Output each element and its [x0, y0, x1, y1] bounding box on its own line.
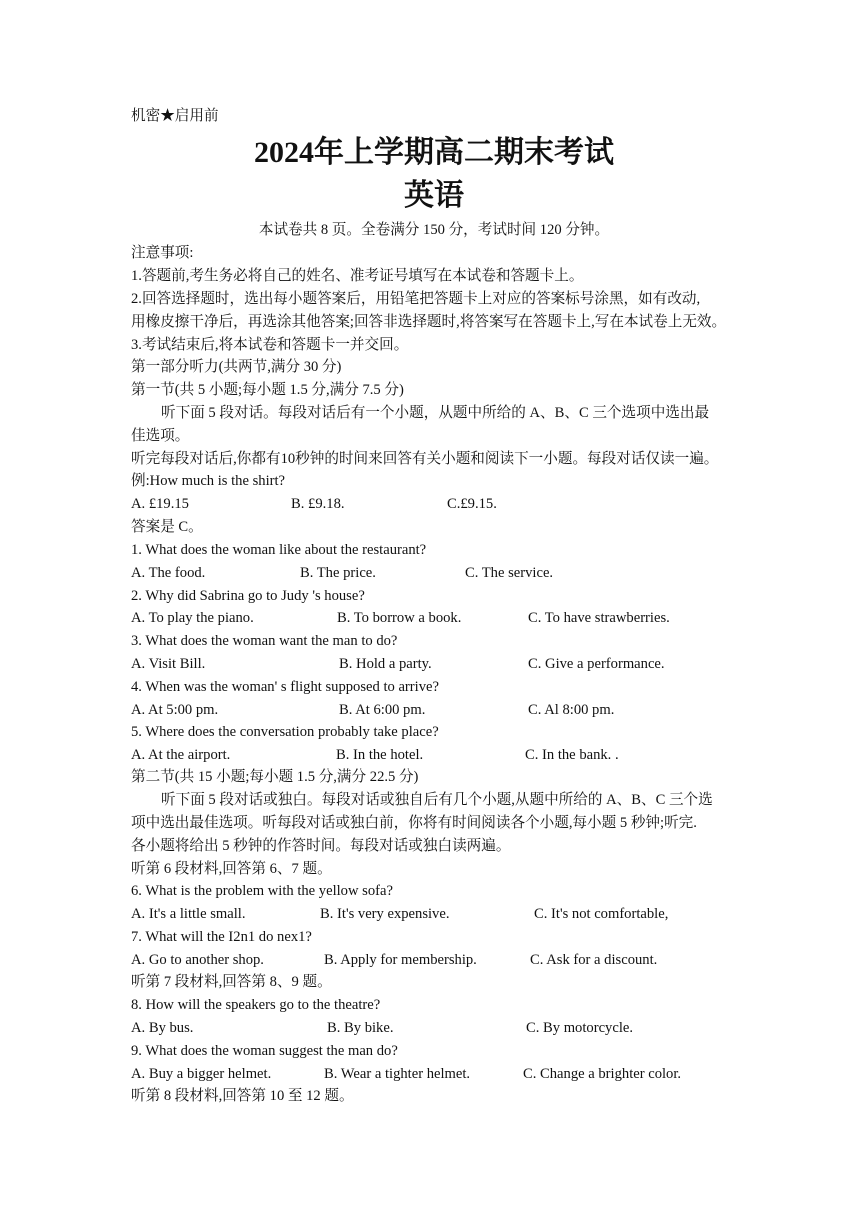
- section-instruction: 佳选项。: [131, 428, 190, 444]
- notice-item: 1.答题前,考生务必将自己的姓名、准考证号填写在本试卷和答题卡上。: [131, 268, 584, 284]
- option-a: A. At the airport.: [131, 747, 231, 763]
- example-option: A. £19.15: [131, 496, 189, 512]
- material-note: 听第 7 段材料,回答第 8、9 题。: [131, 974, 332, 990]
- example-option: B. £9.18.: [291, 496, 345, 512]
- option-c: C. It's not comfortable,: [534, 906, 669, 922]
- question: 1. What does the woman like about the restaurant?: [131, 542, 427, 558]
- option-c: C. Al 8:00 pm.: [528, 702, 615, 718]
- notice-item: 2.回答选择题时，选出每小题答案后，用铅笔把答题卡上对应的答案标号涂黑，如有改动,: [131, 291, 701, 307]
- option-b: B. The price.: [300, 565, 376, 581]
- section-instruction: 听下面 5 段对话。每段对话后有一个小题，从题中所给的 A、B、C 三个选项中选出最: [161, 405, 710, 421]
- option-a: A. Buy a bigger helmet.: [131, 1066, 272, 1082]
- question: 7. What will the I2n1 do nex1?: [131, 929, 312, 945]
- option-b: B. To borrow a book.: [337, 610, 462, 626]
- question: 5. Where does the conversation probably take place?: [131, 724, 439, 740]
- option-c: C. Give a performance.: [528, 656, 665, 672]
- question: 8. How will the speakers go to the theatre?: [131, 997, 381, 1013]
- part-title: 第一部分听力(共两节,满分 30 分): [131, 359, 342, 375]
- option-b: B. Wear a tighter helmet.: [324, 1066, 471, 1082]
- option-c: C. In the bank. .: [525, 747, 619, 763]
- subject-title: 英语: [404, 179, 464, 212]
- example-option: C.£9.15.: [447, 496, 497, 512]
- exam-info: 本试卷共 8 页。全卷满分 150 分，考试时间 120 分钟。: [258, 222, 610, 238]
- notice-heading: 注意事项:: [131, 245, 194, 261]
- option-b: B. It's very expensive.: [320, 906, 450, 922]
- exam-title: 2024年上学期高二期末考试: [254, 136, 614, 169]
- option-a: A. Visit Bill.: [131, 656, 206, 672]
- option-c: C. Ask for a discount.: [530, 952, 658, 968]
- section-title: 第二节(共 15 小题;每小题 1.5 分,满分 22.5 分): [131, 769, 419, 785]
- option-a: A. By bus.: [131, 1020, 194, 1036]
- question: 2. Why did Sabrina go to Judy 's house?: [131, 588, 365, 604]
- material-note: 听第 6 段材料,回答第 6、7 题。: [131, 861, 332, 877]
- question: 4. When was the woman' s flight supposed to arrive?: [131, 679, 439, 695]
- section-instruction: 项中选出最佳选项。听每段对话或独白前，你将有时间阅读各个小题,每小题 5 秒钟;听完.: [131, 815, 697, 831]
- option-b: B. By bike.: [327, 1020, 394, 1036]
- option-a: A. Go to another shop.: [131, 952, 264, 968]
- material-note: 听第 8 段材料,回答第 10 至 12 题。: [131, 1088, 354, 1104]
- option-c: C. To have strawberries.: [528, 610, 670, 626]
- question: 6. What is the problem with the yellow sofa?: [131, 883, 393, 899]
- question: 3. What does the woman want the man to do?: [131, 633, 398, 649]
- option-b: B. Apply for membership.: [324, 952, 477, 968]
- option-a: A. It's a little small.: [131, 906, 246, 922]
- notice-item: 3.考试结束后,将本试卷和答题卡一并交回。: [131, 337, 409, 353]
- example-question: 例:How much is the shirt?: [131, 473, 286, 489]
- section-instruction: 听下面 5 段对话或独白。每段对话或独自后有几个小题,从题中所给的 A、B、C 三个选: [161, 792, 713, 808]
- notice-item: 用橡皮擦干净后，再选涂其他答案;回答非选择题时,将答案写在答题卡上,写在本试卷上无效。: [131, 314, 727, 330]
- option-c: C. By motorcycle.: [526, 1020, 634, 1036]
- section-instruction: 听完每段对话后,你都有10秒钟的时间来回答有关小题和阅读下一小题。每段对话仅读一遍。: [131, 451, 719, 467]
- section-instruction: 各小题将给出 5 秒钟的作答时间。每段对话或独白读两遍。: [131, 838, 511, 854]
- option-a: A. To play the piano.: [131, 610, 254, 626]
- option-a: A. At 5:00 pm.: [131, 702, 219, 718]
- option-a: A. The food.: [131, 565, 206, 581]
- option-b: B. In the hotel.: [336, 747, 424, 763]
- question: 9. What does the woman suggest the man do?: [131, 1043, 398, 1059]
- example-answer: 答案是 C。: [131, 519, 203, 535]
- option-c: C. The service.: [465, 565, 554, 581]
- option-b: B. Hold a party.: [339, 656, 432, 672]
- option-b: B. At 6:00 pm.: [339, 702, 426, 718]
- section-title: 第一节(共 5 小题;每小题 1.5 分,满分 7.5 分): [131, 382, 404, 398]
- confidential-label: 机密★启用前: [131, 108, 219, 124]
- option-c: C. Change a brighter color.: [523, 1066, 682, 1082]
